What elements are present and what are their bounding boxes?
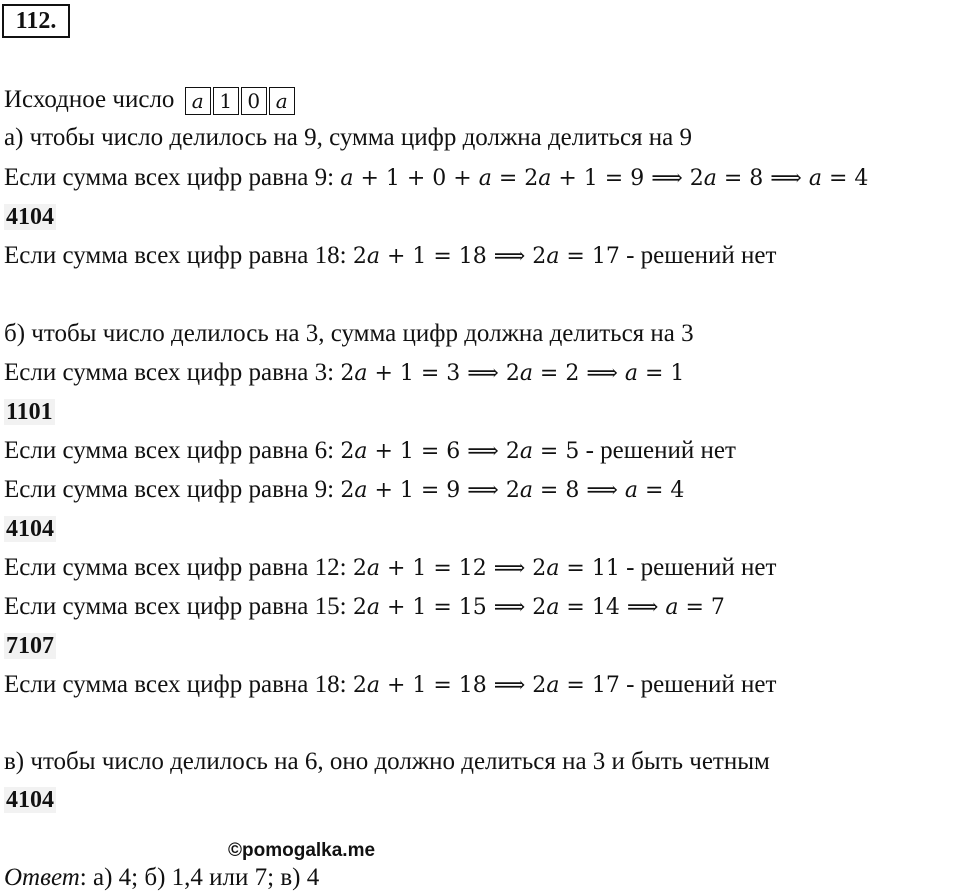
digit-box: a (185, 87, 211, 115)
equation-line (4, 552, 776, 585)
equation-prefix: Если сумма всех цифр равна 18: (4, 242, 353, 269)
intro-label: Исходное число (4, 86, 175, 113)
equation-prefix: Если сумма всех цифр равна 12: (4, 554, 353, 581)
result-line (4, 396, 55, 428)
result-number: 7107 (6, 633, 54, 659)
equation-prefix: Если сумма всех цифр равна 6: (4, 437, 341, 464)
answer-line (4, 862, 319, 894)
watermark: ©pomogalka.me (228, 840, 376, 861)
intro-line (4, 84, 297, 116)
equation-line (4, 591, 725, 624)
equation-line (4, 357, 684, 390)
equation-line (4, 669, 776, 702)
answer-label: Ответ (4, 864, 80, 891)
equation-math: 2a + 1 = 3 ⟹ 2a = 2 ⟹ a = 1 (340, 361, 685, 386)
part-c-result (4, 784, 56, 816)
equation-suffix: - решений нет (619, 671, 777, 698)
result-line (4, 201, 56, 233)
digit-boxes (185, 87, 297, 115)
result-number: 1101 (6, 399, 53, 425)
equation-suffix: - решений нет (619, 242, 777, 269)
equation-line (4, 474, 684, 507)
part-c-heading: в) чтобы число делилось на 6, оно должно делиться на 3 и быть четным (4, 748, 770, 775)
equation-prefix: Если сумма всех цифр равна 18: (4, 671, 353, 698)
equation-suffix: - решений нет (579, 437, 736, 464)
digit-box: a (269, 87, 295, 115)
result-number: 4104 (6, 787, 54, 813)
result-line (4, 630, 56, 662)
part-a-heading: а) чтобы число делилось на 9, сумма цифр должна делиться на 9 (4, 124, 693, 151)
equation-math: 2a + 1 = 18 ⟹ 2a = 17 (352, 673, 620, 698)
digit-box: 1 (213, 87, 239, 115)
result-line (4, 513, 56, 545)
equation-math: 2a + 1 = 9 ⟹ 2a = 8 ⟹ a = 4 (340, 478, 685, 503)
part-b-heading: б) чтобы число делилось на 3, сумма цифр должна делиться на 3 (4, 320, 694, 347)
equation-math: a + 1 + 0 + a = 2a + 1 = 9 ⟹ 2a = 8 ⟹ a = 4 (340, 166, 869, 191)
equation-prefix: Если сумма всех цифр равна 9: (4, 476, 341, 503)
equation-prefix: Если сумма всех цифр равна 15: (4, 593, 353, 620)
digit-box: 0 (241, 87, 267, 115)
equation-math: 2a + 1 = 6 ⟹ 2a = 5 (340, 439, 580, 464)
result-number: 4104 (6, 204, 54, 230)
task-number: 112. (2, 4, 70, 38)
equation-line (4, 162, 868, 195)
equation-line (4, 240, 776, 273)
equation-math: 2a + 1 = 18 ⟹ 2a = 17 (352, 244, 620, 269)
equation-math: 2a + 1 = 12 ⟹ 2a = 11 (352, 556, 620, 581)
equation-math: 2a + 1 = 15 ⟹ 2a = 14 ⟹ a = 7 (352, 595, 725, 620)
result-number: 4104 (6, 516, 54, 542)
answer-text: : а) 4; б) 1,4 или 7; в) 4 (79, 864, 320, 891)
equation-prefix: Если сумма всех цифр равна 3: (4, 359, 341, 386)
equation-prefix: Если сумма всех цифр равна 9: (4, 164, 341, 191)
equation-line (4, 435, 736, 468)
equation-suffix: - решений нет (619, 554, 777, 581)
